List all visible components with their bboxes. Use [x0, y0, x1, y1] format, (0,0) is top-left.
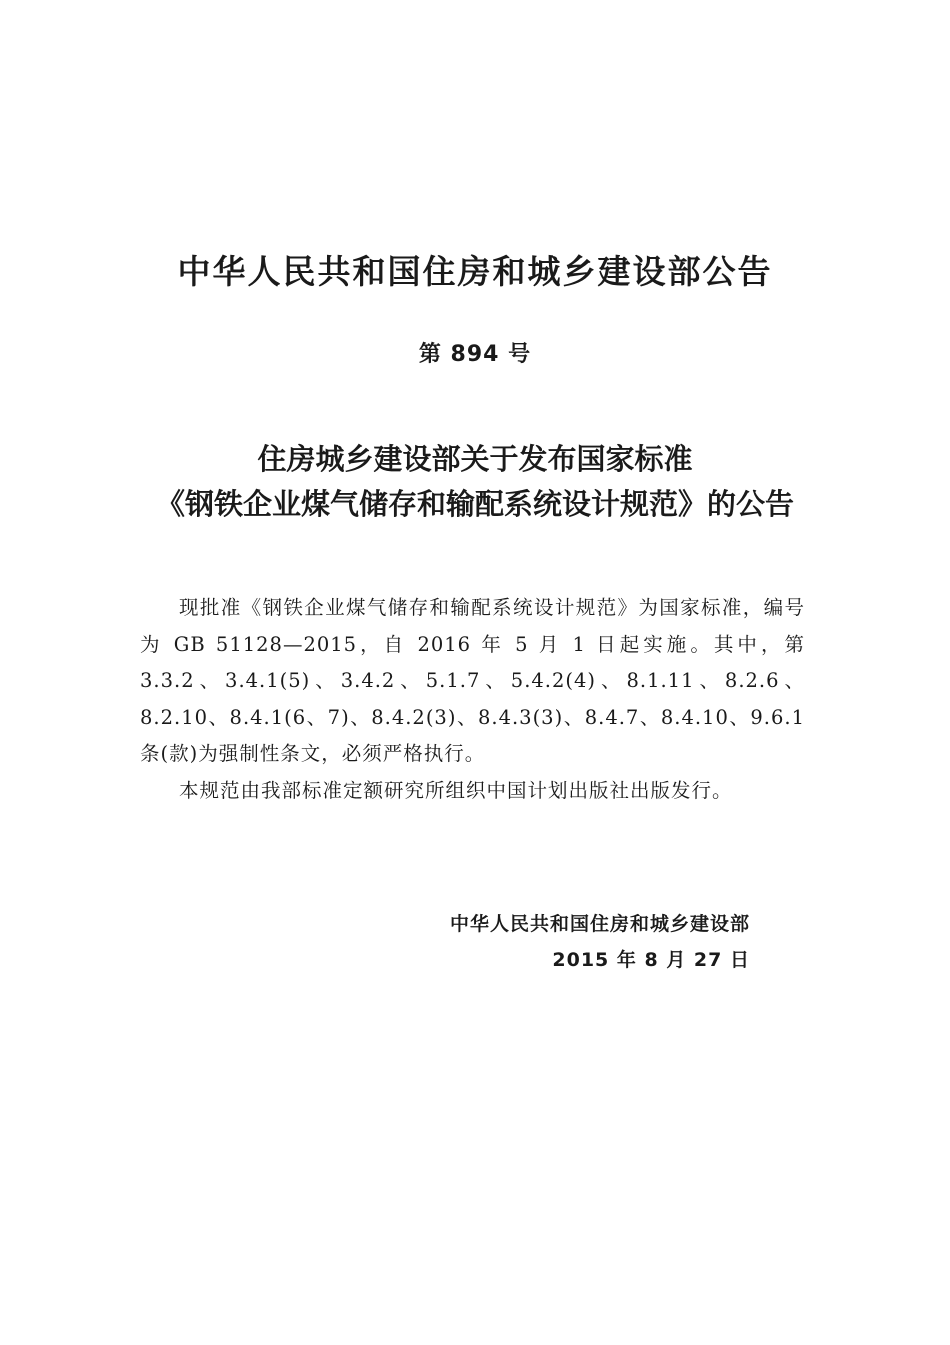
announcement-body — [140, 590, 805, 809]
body-paragraph-1: 现批准《钢铁企业煤气储存和输配系统设计规范》为国家标准，编号为 GB 51128—2015，自 2016 年 5 月 1 日起实施。其中，第 3.3.2、3.4.1(5)、3.4.2、5.1.7、5.4.2(4)、8.1.11、8.2.6、8.2.10、8.4.1(6、7)、8.4.2(3)、8.4.3(3)、8.4.7、8.4.10、9.6.1 条(款)为强制性条文，必须严格执行。 — [140, 596, 805, 765]
announcement-title: 中华人民共和国住房和城乡建设部公告 — [177, 252, 773, 291]
announcement-subtitle — [0, 437, 950, 527]
issuer-name: 中华人民共和国住房和城乡建设部 — [449, 913, 750, 935]
signature-block — [380, 906, 750, 978]
subtitle-line-1: 住房城乡建设部关于发布国家标准 — [257, 442, 693, 476]
issue-date: 2015 年 8 月 27 日 — [552, 949, 750, 971]
subtitle-line-2: 《钢铁企业煤气储存和输配系统设计规范》的公告 — [155, 487, 794, 521]
body-paragraph-2: 本规范由我部标准定额研究所组织中国计划出版社出版发行。 — [179, 778, 733, 802]
announcement-number: 第 894 号 — [418, 342, 532, 367]
